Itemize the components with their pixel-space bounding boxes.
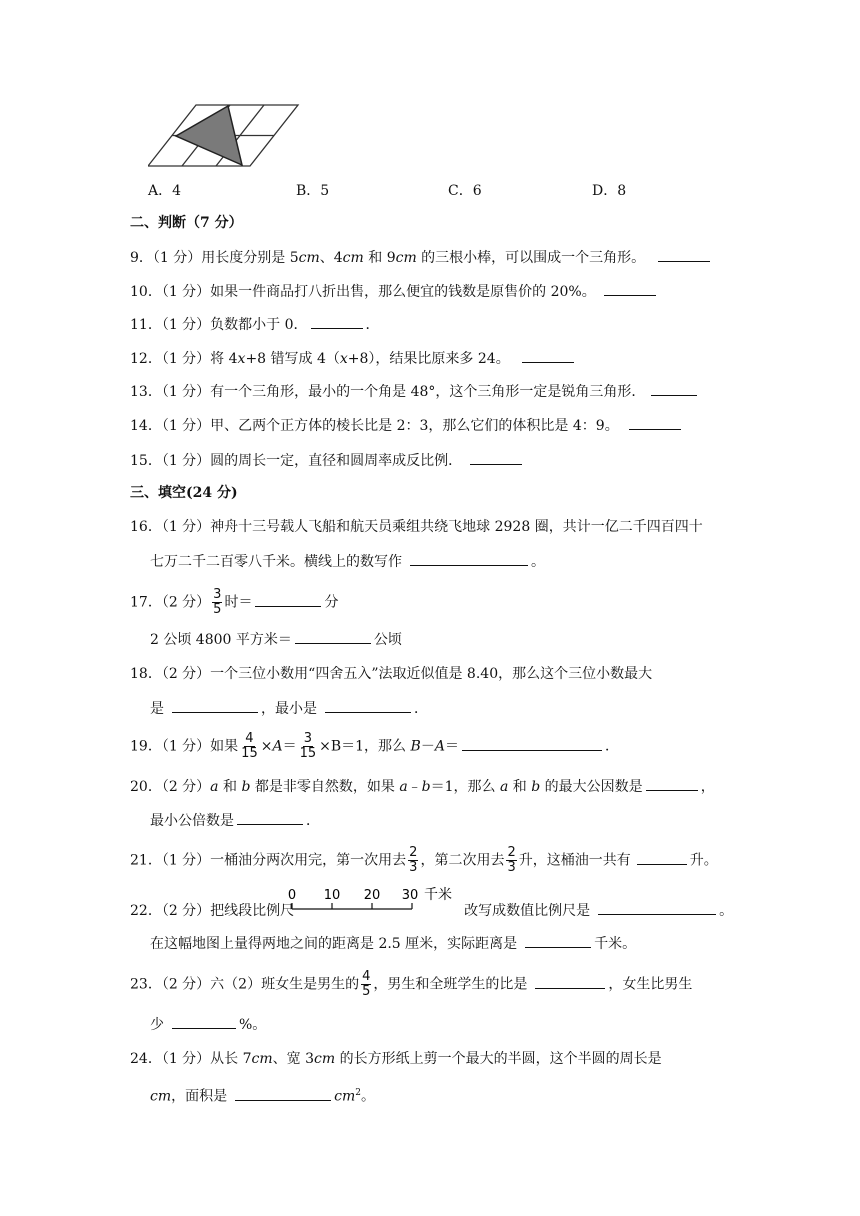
answer-blank[interactable] <box>522 348 574 363</box>
answer-blank[interactable] <box>646 776 698 791</box>
scale-bar <box>284 886 464 918</box>
answer-blank[interactable] <box>235 1086 331 1101</box>
answer-blank[interactable] <box>172 698 258 713</box>
answer-blank[interactable] <box>325 698 411 713</box>
answer-blank[interactable] <box>311 314 363 329</box>
choice-b: B．5 <box>296 183 330 199</box>
answer-blank[interactable] <box>237 810 303 825</box>
fraction: $\frac{4}{15}$ <box>241 731 258 761</box>
answer-blank[interactable] <box>651 381 697 396</box>
question-16-line2: 七万二千二百零八千米。横线上的数写作 。 <box>150 551 545 572</box>
answer-blank[interactable] <box>637 850 687 865</box>
answer-blank[interactable] <box>470 450 522 465</box>
question-13: 13．（1 分）有一个三角形，最小的一个角是 48°，这个三角形一定是锐角三角形． <box>130 381 700 402</box>
question-16-line1: 16．（1 分）神舟十三号载人飞船和航天员乘组共绕飞地球 2928 圈，共计一亿二千四百四十 <box>130 519 703 535</box>
question-20-line2: 最小公倍数是 ． <box>150 810 320 831</box>
scale-tick-0: 0 <box>287 888 297 903</box>
question-15: 15．（1 分）圆的周长一定，直径和圆周率成反比例． <box>130 450 525 471</box>
choice-d: D．8 <box>592 183 627 199</box>
scale-tick-20: 20 <box>363 888 381 903</box>
choice-c: C．6 <box>448 183 482 199</box>
answer-blank[interactable] <box>462 736 602 751</box>
answer-blank[interactable] <box>604 281 656 296</box>
shaded-triangle <box>176 106 242 165</box>
question-9: 9．（1 分）用长度分别是 5cm、4cm 和 9cm 的三根小棒，可以围成一个三角形。 <box>130 247 713 268</box>
choice-a: A．4 <box>148 183 182 199</box>
question-14: 14．（1 分）甲、乙两个正方体的棱长比是 2：3，那么它们的体积比是 4：9。 <box>130 415 684 436</box>
question-24-line1: 24．（1 分）从长 7cm、宽 3cm 的长方形纸上剪一个最大的半圆，这个半圆的周长是 <box>130 1051 662 1067</box>
question-17-part2: 2 公顷 4800 平方米＝ 公顷 <box>150 629 402 650</box>
parallelogram-figure <box>148 102 308 172</box>
scale-tick-10: 10 <box>323 888 341 903</box>
question-22-line1: 22．（2 分）把线段比例尺 改写成数值比例尺是 。 <box>130 900 733 921</box>
answer-blank[interactable] <box>255 592 321 607</box>
fraction: $\frac{2}{3}$ <box>507 845 516 875</box>
question-22-line2: 在这幅地图上量得两地之间的距离是 2.5 厘米，实际距离是 千米。 <box>150 933 636 954</box>
scale-tick-30: 30 <box>401 888 419 903</box>
fraction: $\frac{4}{5}$ <box>362 969 371 999</box>
answer-blank[interactable] <box>658 247 710 262</box>
question-23-line1: 23．（2 分）六（2）班女生是男生的 $\frac{4}{5}$ ，男生和全班学生的比是 ，女生比男生 <box>130 969 693 999</box>
section-judge-heading: 二、判断（7 分） <box>130 215 243 231</box>
fraction: $\frac{3}{15}$ <box>299 731 317 761</box>
fraction: $\frac{3}{5}$ <box>213 587 222 617</box>
question-17: 17．（2 分） $\frac{3}{5}$ 时＝ 分 <box>130 587 339 617</box>
question-18-line1: 18．（2 分）一个三位小数用“四舍五入”法取近似值是 8.40，那么这个三位小数最大 <box>130 666 653 682</box>
scale-unit: 千米 <box>424 887 452 903</box>
answer-blank[interactable] <box>535 974 605 989</box>
question-10: 10．（1 分）如果一件商品打八折出售，那么便宜的钱数是原售价的 20%。 <box>130 281 659 302</box>
question-19: 19．（1 分）如果 $\frac{4}{15}$ ×A＝ $\frac{3}{15}$ ×B＝1，那么 B－A＝ ． <box>130 731 619 761</box>
question-24-line2: cm，面积是 $cm^2$。 <box>150 1083 375 1107</box>
answer-blank[interactable] <box>525 933 591 948</box>
question-18-line2: 是 ，最小是 ． <box>150 698 428 719</box>
answer-blank[interactable] <box>598 900 716 915</box>
answer-blank[interactable] <box>410 551 528 566</box>
question-12: 12．（1 分）将 4x+8 错写成 4（x+8），结果比原来多 24。 <box>130 348 577 369</box>
answer-blank[interactable] <box>172 1014 236 1029</box>
fraction: $\frac{2}{3}$ <box>409 845 418 875</box>
question-23-line2: 少 %。 <box>150 1014 266 1035</box>
question-20-line1: 20．（2 分）a 和 b 都是非零自然数，如果 a﹣b＝1，那么 a 和 b 的最大公因数是 ， <box>130 776 715 797</box>
question-21: 21．（1 分）一桶油分两次用完，第一次用去 $\frac{2}{3}$ ，第二次用去 $\frac{2}{3}$ 升，这桶油一共有 升。 <box>130 845 718 875</box>
answer-blank[interactable] <box>295 629 371 644</box>
section-fill-heading: 三、填空(24 分) <box>130 485 238 501</box>
answer-blank[interactable] <box>629 415 681 430</box>
question-11: 11．（1 分）负数都小于 0． ． <box>130 314 380 335</box>
